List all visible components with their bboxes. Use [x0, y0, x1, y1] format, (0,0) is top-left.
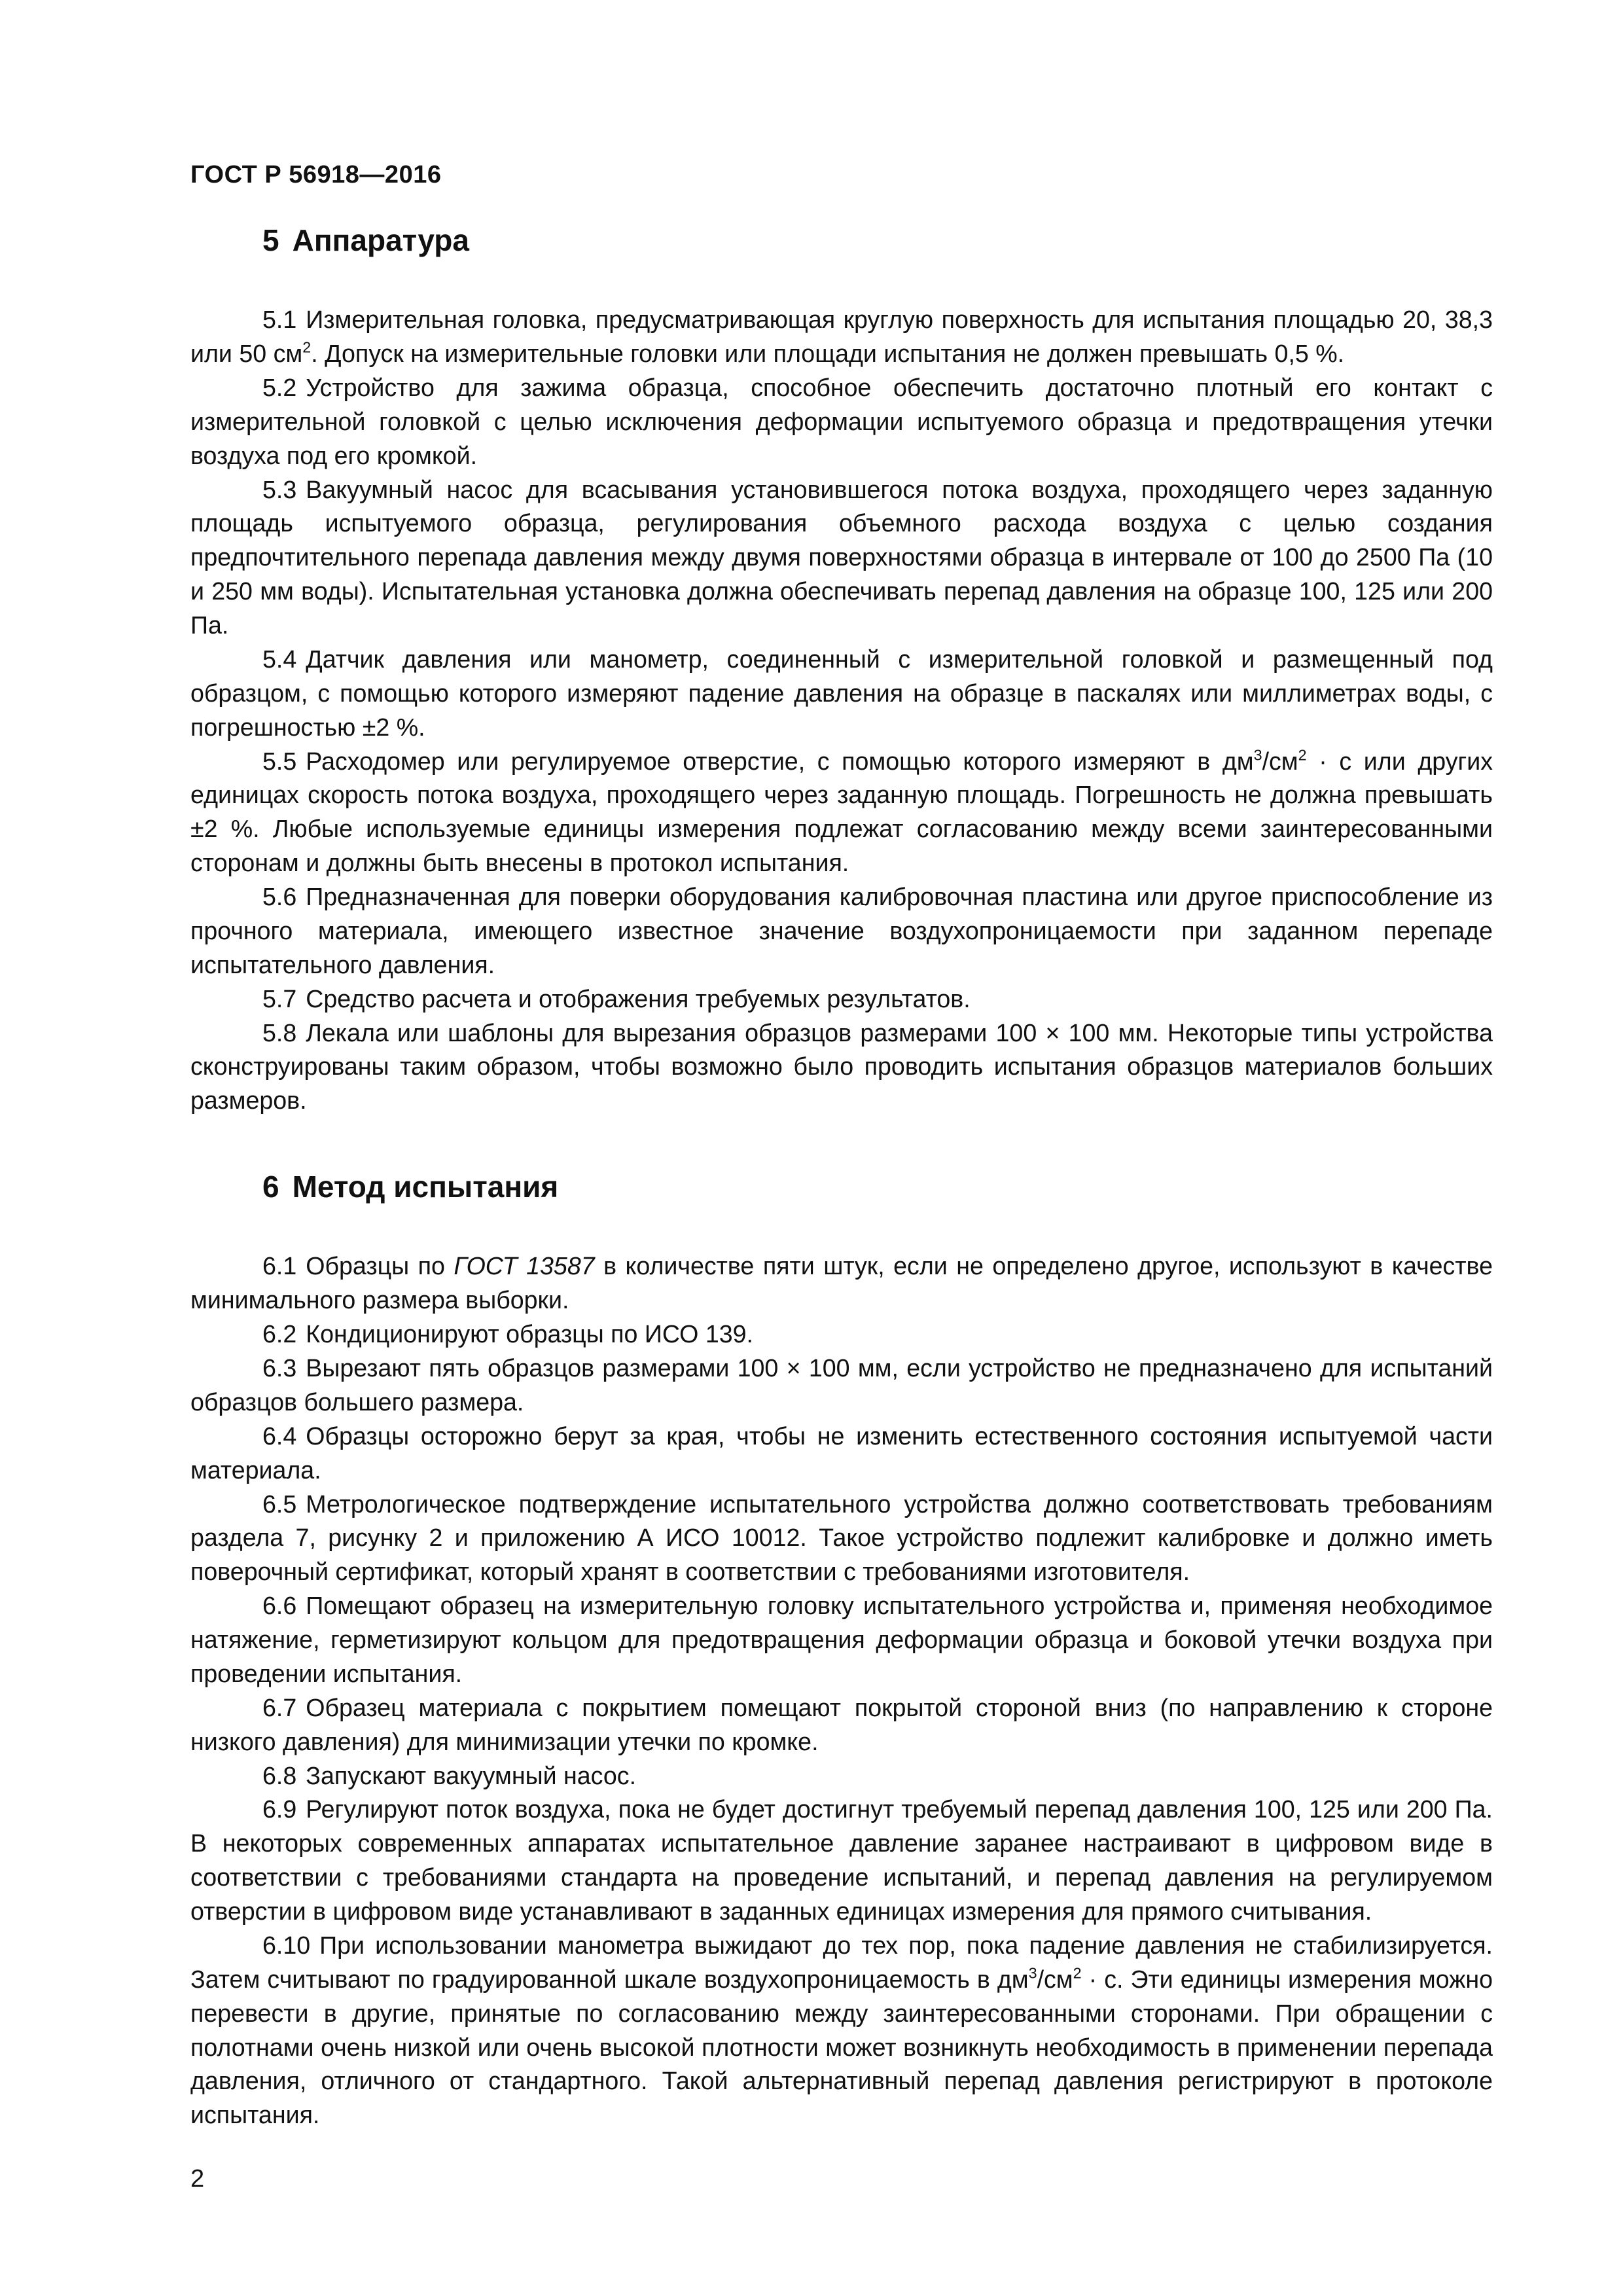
- section-heading-5: 5 Аппаратура: [262, 223, 469, 257]
- paragraph-6-1: 6.1 Образцы по ГОСТ 13587 в количестве пяти штук, если не определено другое, используют в качестве минимального размера выборки.: [190, 1252, 1493, 1314]
- paragraph-5-1: 5.1 Измерительная головка, предусматривающая круглую поверхность для испытания площадью 20, 38,3 или 50 $см^2$. Допуск на измерительные головки или площади испытания не должен превышать 0,5 %.: [190, 306, 1493, 368]
- paragraph-5-6: 5.6 Предназначенная для поверки оборудования калибровочная пластина или другое приспособление из прочного материала, имеющего известное значение воздухопроницаемости при заданном перепаде испытательного давления.: [190, 883, 1493, 978]
- document-header: ГОСТ Р 56918—2016: [190, 161, 442, 188]
- paragraph-6-7: 6.7 Образец материала с покрытием помещают покрытой стороной вниз (по направлению к стороне низкого давления) для минимизации утечки по кромке.: [190, 1693, 1493, 1755]
- paragraph-6-8: 6.8 Запускают вакуумный насос.: [262, 1761, 637, 1789]
- page-number: 2: [190, 2165, 205, 2193]
- paragraph-5-8: 5.8 Лекала или шаблоны для вырезания образцов размерами 100 × 100 мм. Некоторые типы устройства сконструированы таким образом, чтобы возможно было проводить испытания образцов материалов больших размеров.: [190, 1018, 1493, 1115]
- paragraph-6-4: 6.4 Образцы осторожно берут за края, чтобы не изменить естественного состояния испытуемой части материала.: [190, 1422, 1493, 1484]
- standard-reference-link: ГОСТ 13587: [454, 1252, 595, 1280]
- paragraph-6-3: 6.3 Вырезают пять образцов размерами 100 × 100 мм, если устройство не предназначено для испытаний образцов большего размера.: [190, 1354, 1493, 1416]
- document-body: [190, 223, 1493, 2132]
- paragraph-5-4: 5.4 Датчик давления или манометр, соединенный с измерительной головкой и размещенный под образцом, с помощью которого измеряют падение давления на образце в паскалях или миллиметрах воды, с погрешностью ±2 %.: [190, 645, 1493, 741]
- paragraph-6-5: 6.5 Метрологическое подтверждение испытательного устройства должно соответствовать требованиям раздела 7, рисунку 2 и приложению А ИСО 10012. Такое устройство подлежит калибровке и должно иметь поверочный сертификат, который хранят в соответствии с требованиями изготовителя.: [190, 1490, 1493, 1586]
- paragraph-6-10: 6.10 При использовании манометра выжидают до тех пор, пока падение давления не стабилизируется. Затем считывают по градуированной шкале воздухопроницаемость в $дм^3/см^2 \cdot с$. Эти единицы измерения можно перевести в другие, принятые по согласованию между заинтересованными сторонами. При обращении с полотнами очень низкой или очень высокой плотности может возникнуть необходимость в применении перепада давления, отличного от стандартного. Такой альтернативный перепад давления регистрируют в протоколе испытания.: [190, 1931, 1493, 2129]
- paragraph-6-9: 6.9 Регулируют поток воздуха, пока не будет достигнут требуемый перепад давления 100, 125 или 200 Па. В некоторых современных аппаратах испытательное давление заранее настраивают в цифровом виде в соответствии с требованиями стандарта на проведение испытаний, и перепад давления на регулируемом отверстии в цифровом виде устанавливают в заданных единицах измерения для прямого считывания.: [190, 1795, 1493, 1925]
- paragraph-5-3: 5.3 Вакуумный насос для всасывания установившегося потока воздуха, проходящего через заданную площадь испытуемого образца, регулирования объемного расхода воздуха с целью создания предпочтительного перепада давления между двумя поверхностями образца в интервале от 100 до 2500 Па (10 и 250 мм воды). Испытательная установка должна обеспечивать перепад давления на образце 100, 125 или 200 Па.: [190, 475, 1493, 639]
- section-heading-6: 6 Метод испытания: [262, 1170, 559, 1204]
- paragraph-5-5: 5.5 Расходомер или регулируемое отверстие, с помощью которого измеряют в $дм^3/см^2 \cdot с$ или других единицах скорость потока воздуха, проходящего через заданную площадь. Погрешность не должна превышать ±2 %. Любые используемые единицы измерения подлежат согласованию между всеми заинтересованными сторонам и должны быть внесены в протокол испытания.: [190, 746, 1493, 877]
- paragraph-6-2: 6.2 Кондиционируют образцы по ИСО 139.: [262, 1320, 753, 1348]
- paragraph-6-6: 6.6 Помещают образец на измерительную головку испытательного устройства и, применяя необходимое натяжение, герметизируют кольцом для предотвращения деформации образца и боковой утечки воздуха при проведении испытания.: [190, 1592, 1493, 1687]
- paragraph-5-2: 5.2 Устройство для зажима образца, способное обеспечить достаточно плотный его контакт с измерительной головкой с целью исключения деформации испытуемого образца и предотвращения утечки воздуха под его кромкой.: [190, 373, 1493, 469]
- paragraph-5-7: 5.7 Средство расчета и отображения требуемых результатов.: [262, 984, 971, 1013]
